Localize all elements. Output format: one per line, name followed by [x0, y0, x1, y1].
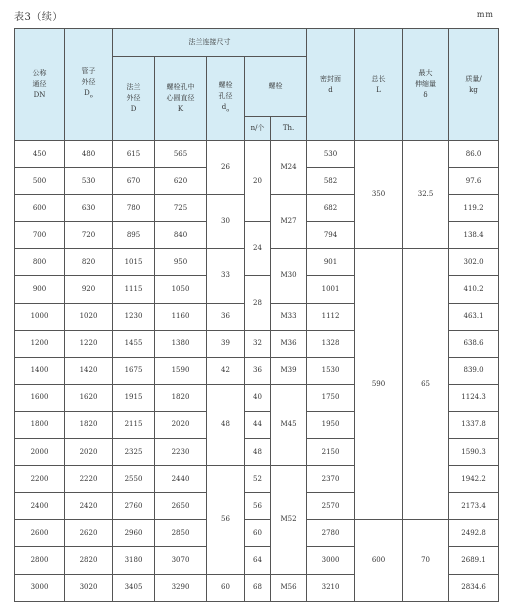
cell-mass: 2173.4 [449, 493, 499, 520]
cell-d0: 42 [207, 357, 245, 384]
cell-dn: 1400 [15, 357, 65, 384]
cell-seal: 2370 [307, 466, 355, 493]
cell-mass: 2689.1 [449, 547, 499, 574]
cell-k: 2650 [155, 493, 207, 520]
cell-d0: 56 [207, 466, 245, 574]
flange-dimension-table [14, 28, 499, 602]
cell-pipe: 920 [65, 276, 113, 303]
cell-d0: 30 [207, 195, 245, 249]
cell-th: M33 [271, 303, 307, 330]
cell-pipe: 2020 [65, 439, 113, 466]
cell-stretch: 32.5 [403, 141, 449, 249]
cell-th: M45 [271, 384, 307, 465]
cell-dn: 1200 [15, 330, 65, 357]
cell-mass: 1942.2 [449, 466, 499, 493]
cell-seal: 2150 [307, 439, 355, 466]
header-pipe-od: 管子 外径 $D_o$ [65, 29, 113, 141]
cell-od: 780 [113, 195, 155, 222]
cell-seal: 1750 [307, 384, 355, 411]
cell-n: 44 [245, 411, 271, 438]
cell-seal: 1112 [307, 303, 355, 330]
cell-dn: 2200 [15, 466, 65, 493]
cell-dn: 1800 [15, 411, 65, 438]
cell-seal: 530 [307, 141, 355, 168]
cell-pipe: 2420 [65, 493, 113, 520]
cell-k: 2230 [155, 439, 207, 466]
cell-dn: 2400 [15, 493, 65, 520]
cell-l: 600 [355, 520, 403, 601]
cell-mass: 463.1 [449, 303, 499, 330]
cell-od: 1230 [113, 303, 155, 330]
cell-pipe: 1020 [65, 303, 113, 330]
cell-th: M36 [271, 330, 307, 357]
header-bolt-hole: 螺栓 孔径 $d_o$ [207, 57, 245, 141]
cell-pipe: 820 [65, 249, 113, 276]
cell-mass: 86.0 [449, 141, 499, 168]
cell-pipe: 2820 [65, 547, 113, 574]
cell-pipe: 2220 [65, 466, 113, 493]
cell-mass: 410.2 [449, 276, 499, 303]
cell-mass: 1337.8 [449, 411, 499, 438]
cell-seal: 1001 [307, 276, 355, 303]
cell-seal: 682 [307, 195, 355, 222]
cell-seal: 794 [307, 222, 355, 249]
cell-k: 3070 [155, 547, 207, 574]
cell-th: M27 [271, 195, 307, 249]
header-dn: 公称 通径 DN [15, 29, 65, 141]
cell-l: 350 [355, 141, 403, 249]
cell-d0: 26 [207, 141, 245, 195]
table-caption: 表3（续） [14, 12, 63, 23]
cell-od: 2760 [113, 493, 155, 520]
header-flange-group: 法兰连接尺寸 [113, 29, 307, 57]
cell-n: 36 [245, 357, 271, 384]
cell-dn: 2000 [15, 439, 65, 466]
cell-mass: 839.0 [449, 357, 499, 384]
cell-mass: 119.2 [449, 195, 499, 222]
cell-od: 895 [113, 222, 155, 249]
cell-od: 1675 [113, 357, 155, 384]
cell-pipe: 3020 [65, 574, 113, 601]
cell-k: 2020 [155, 411, 207, 438]
cell-n: 28 [245, 276, 271, 330]
cell-dn: 800 [15, 249, 65, 276]
cell-n: 56 [245, 493, 271, 520]
cell-dn: 2800 [15, 547, 65, 574]
cell-od: 2115 [113, 411, 155, 438]
cell-k: 2440 [155, 466, 207, 493]
cell-seal: 2570 [307, 493, 355, 520]
cell-k: 725 [155, 195, 207, 222]
cell-d0: 36 [207, 303, 245, 330]
cell-k: 1380 [155, 330, 207, 357]
cell-dn: 500 [15, 168, 65, 195]
cell-mass: 302.0 [449, 249, 499, 276]
cell-pipe: 1620 [65, 384, 113, 411]
cell-dn: 2600 [15, 520, 65, 547]
cell-seal: 901 [307, 249, 355, 276]
cell-seal: 1530 [307, 357, 355, 384]
cell-mass: 97.6 [449, 168, 499, 195]
cell-od: 2325 [113, 439, 155, 466]
cell-dn: 600 [15, 195, 65, 222]
cell-th: M30 [271, 249, 307, 303]
cell-l: 590 [355, 249, 403, 520]
cell-dn: 900 [15, 276, 65, 303]
cell-od: 1915 [113, 384, 155, 411]
cell-pipe: 1820 [65, 411, 113, 438]
header-seal-face: 密封面 d [307, 29, 355, 141]
cell-dn: 1600 [15, 384, 65, 411]
cell-d0: 60 [207, 574, 245, 601]
header-bolt-thread: Th. [271, 117, 307, 141]
cell-pipe: 1220 [65, 330, 113, 357]
cell-mass: 2492.8 [449, 520, 499, 547]
table-row [15, 141, 499, 168]
cell-th: M56 [271, 574, 307, 601]
header-mass: 质量/ kg [449, 29, 499, 141]
cell-n: 24 [245, 222, 271, 276]
header-bolt-circle: 螺栓孔中 心圆直径 K [155, 57, 207, 141]
cell-pipe: 480 [65, 141, 113, 168]
cell-n: 64 [245, 547, 271, 574]
cell-od: 1115 [113, 276, 155, 303]
cell-seal: 3210 [307, 574, 355, 601]
cell-mass: 1590.3 [449, 439, 499, 466]
cell-d0: 39 [207, 330, 245, 357]
cell-od: 670 [113, 168, 155, 195]
cell-n: 68 [245, 574, 271, 601]
cell-dn: 3000 [15, 574, 65, 601]
cell-seal: 1328 [307, 330, 355, 357]
cell-n: 32 [245, 330, 271, 357]
cell-n: 40 [245, 384, 271, 411]
cell-od: 3405 [113, 574, 155, 601]
cell-th: M52 [271, 466, 307, 574]
cell-od: 2550 [113, 466, 155, 493]
cell-n: 48 [245, 439, 271, 466]
cell-stretch: 65 [403, 249, 449, 520]
cell-n: 52 [245, 466, 271, 493]
cell-seal: 3000 [307, 547, 355, 574]
cell-dn: 450 [15, 141, 65, 168]
cell-pipe: 720 [65, 222, 113, 249]
header-flange-od: 法兰 外径 D [113, 57, 155, 141]
header-max-stretch: 最大 伸缩量 δ [403, 29, 449, 141]
cell-d0: 48 [207, 384, 245, 465]
cell-d0: 33 [207, 249, 245, 303]
cell-dn: 700 [15, 222, 65, 249]
cell-k: 1160 [155, 303, 207, 330]
cell-n: 20 [245, 141, 271, 222]
header-total-length: 总长 L [355, 29, 403, 141]
cell-stretch: 70 [403, 520, 449, 601]
cell-k: 1050 [155, 276, 207, 303]
cell-k: 950 [155, 249, 207, 276]
cell-k: 565 [155, 141, 207, 168]
cell-pipe: 2620 [65, 520, 113, 547]
header-bolt-group: 螺栓 [245, 57, 307, 117]
cell-pipe: 630 [65, 195, 113, 222]
cell-od: 3180 [113, 547, 155, 574]
cell-k: 3290 [155, 574, 207, 601]
cell-mass: 638.6 [449, 330, 499, 357]
cell-od: 1455 [113, 330, 155, 357]
cell-od: 615 [113, 141, 155, 168]
cell-n: 60 [245, 520, 271, 547]
cell-k: 1590 [155, 357, 207, 384]
cell-seal: 582 [307, 168, 355, 195]
cell-th: M39 [271, 357, 307, 384]
cell-pipe: 530 [65, 168, 113, 195]
cell-mass: 1124.3 [449, 384, 499, 411]
cell-k: 840 [155, 222, 207, 249]
cell-seal: 2780 [307, 520, 355, 547]
unit-label: mm [476, 10, 494, 19]
cell-th: M24 [271, 141, 307, 195]
cell-mass: 138.4 [449, 222, 499, 249]
cell-k: 2850 [155, 520, 207, 547]
cell-dn: 1000 [15, 303, 65, 330]
cell-seal: 1950 [307, 411, 355, 438]
cell-od: 2960 [113, 520, 155, 547]
cell-pipe: 1420 [65, 357, 113, 384]
cell-od: 1015 [113, 249, 155, 276]
cell-mass: 2834.6 [449, 574, 499, 601]
cell-k: 1820 [155, 384, 207, 411]
cell-k: 620 [155, 168, 207, 195]
header-bolt-count: n/个 [245, 117, 271, 141]
table-row [15, 520, 499, 547]
